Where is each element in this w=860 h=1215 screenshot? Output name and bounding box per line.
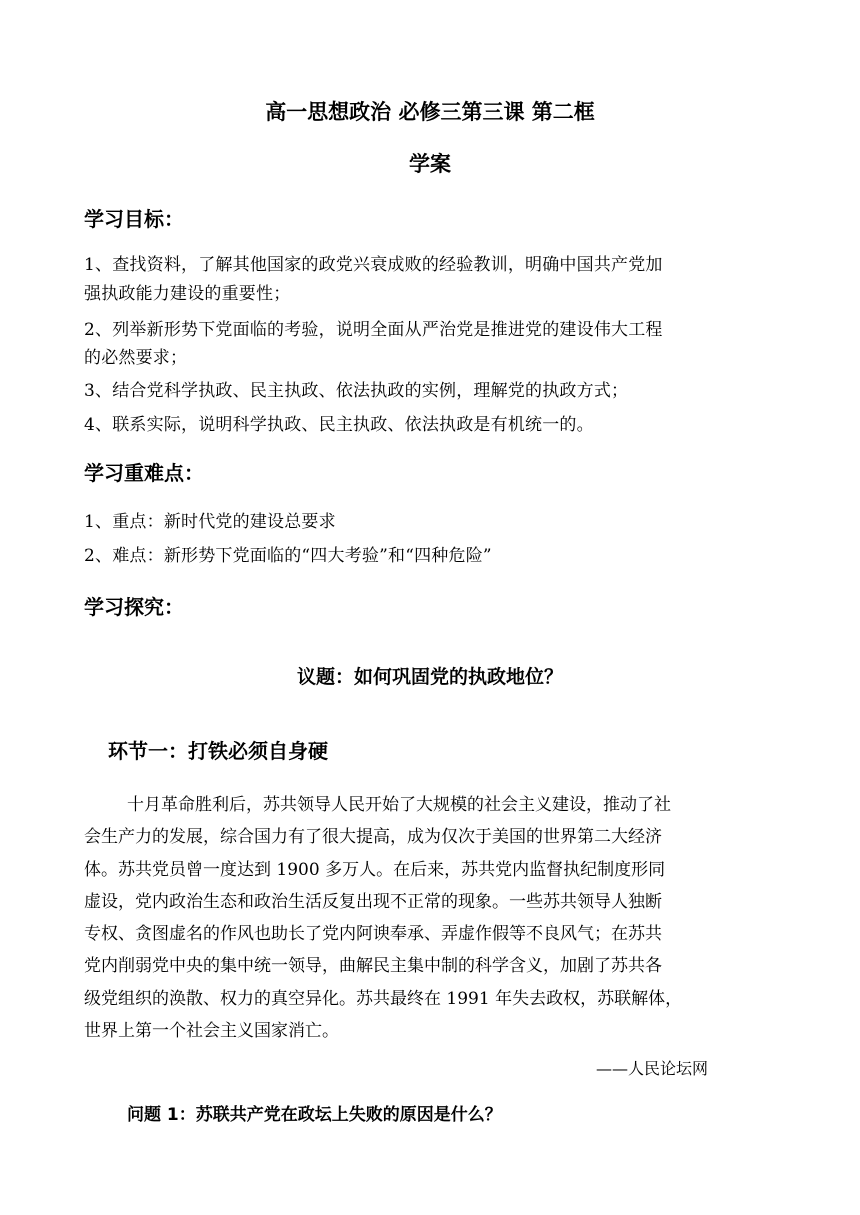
paragraph-line: 专权、贪图虚名的作风也助长了党内阿谀奉承、弄虚作假等不良风气；在苏共 xyxy=(84,924,662,944)
objective-line: 2、列举新形势下党面临的考验，说明全面从严治党是推进党的建设伟大工程 xyxy=(84,320,663,340)
key-point-line: 1、重点：新时代党的建设总要求 xyxy=(84,512,336,532)
paragraph-line: 体。苏共党员曾一度达到 1900 多万人。在后来，苏共党内监督执纪制度形同 xyxy=(84,860,666,880)
inquiry-heading: 学习探究： xyxy=(84,595,184,619)
objective-line: 3、结合党科学执政、民主执政、依法执政的实例，理解党的执政方式； xyxy=(84,381,629,401)
paragraph-line: 虚设，党内政治生态和政治生活反复出现不正常的现象。一些苏共领导人独断 xyxy=(84,892,662,912)
objective-line: 强执政能力建设的重要性； xyxy=(84,284,291,304)
source-citation: ——人民论坛网 xyxy=(596,1059,709,1078)
page-title: 高一思想政治 必修三第三课 第二框 xyxy=(265,100,595,124)
paragraph-line: 世界上第一个社会主义国家消亡。 xyxy=(84,1021,339,1041)
paragraph-line: 十月革命胜利后，苏共领导人民开始了大规模的社会主义建设，推动了社 xyxy=(127,795,671,815)
page-subtitle: 学案 xyxy=(409,152,451,176)
inquiry-topic: 议题：如何巩固党的执政地位？ xyxy=(296,666,563,688)
key-point-line: 2、难点：新形势下党面临的“四大考验”和“四种危险” xyxy=(84,546,492,566)
section-title: 环节一：打铁必须自身硬 xyxy=(108,739,328,763)
objective-line: 的必然要求； xyxy=(84,348,188,368)
paragraph-line: 会生产力的发展，综合国力有了很大提高，成为仅次于美国的世界第二大经济 xyxy=(84,827,662,847)
objective-line: 4、联系实际，说明科学执政、民主执政、依法执政是有机统一的。 xyxy=(84,415,594,435)
objectives-heading: 学习目标： xyxy=(84,207,184,231)
objective-line: 1、查找资料，了解其他国家的政党兴衰成败的经验教训，明确中国共产党加 xyxy=(84,255,663,275)
paragraph-line: 级党组织的涣散、权力的真空异化。苏共最终在 1991 年失去政权，苏联解体， xyxy=(84,989,683,1009)
key-points-heading: 学习重难点： xyxy=(84,461,204,485)
question-1: 问题 1：苏联共产党在政坛上失败的原因是什么？ xyxy=(127,1105,502,1125)
paragraph-line: 党内削弱党中央的集中统一领导，曲解民主集中制的科学含义，加剧了苏共各 xyxy=(84,956,662,976)
